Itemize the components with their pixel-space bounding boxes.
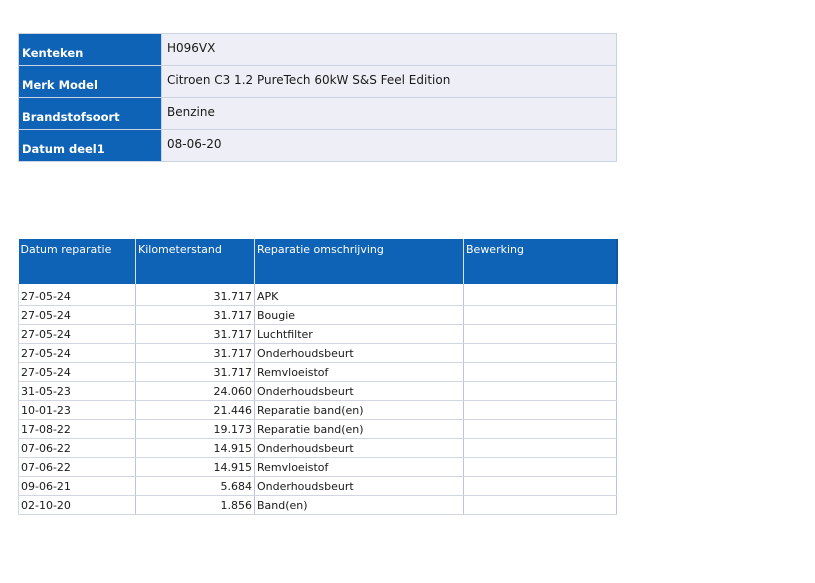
description-cell: Onderhoudsbeurt (255, 344, 464, 363)
date-cell: 27-05-24 (19, 344, 136, 363)
date-cell: 09-06-21 (19, 477, 136, 496)
bewerking-cell (464, 496, 617, 515)
km-cell: 31.717 (136, 284, 255, 306)
km-cell: 21.446 (136, 401, 255, 420)
bewerking-cell (464, 401, 617, 420)
table-row (19, 344, 617, 363)
vehicle-row-kenteken (19, 34, 617, 66)
repair-table-body (19, 284, 617, 515)
km-cell: 19.173 (136, 420, 255, 439)
date-cell: 02-10-20 (19, 496, 136, 515)
bewerking-cell (464, 477, 617, 496)
table-row (19, 306, 617, 325)
vehicle-row-datum-deel1 (19, 130, 617, 162)
date-cell: 27-05-24 (19, 284, 136, 306)
table-row (19, 284, 617, 306)
description-cell: Onderhoudsbeurt (255, 382, 464, 401)
column-header-omschrijving: Reparatie omschrijving (255, 239, 464, 284)
date-cell: 10-01-23 (19, 401, 136, 420)
vehicle-info-table (18, 33, 617, 162)
bewerking-cell (464, 363, 617, 382)
km-cell: 31.717 (136, 363, 255, 382)
description-cell: Onderhoudsbeurt (255, 477, 464, 496)
description-cell: Reparatie band(en) (255, 420, 464, 439)
km-cell: 14.915 (136, 458, 255, 477)
column-header-bewerking: Bewerking (464, 239, 617, 284)
column-header-kilometerstand: Kilometerstand (136, 239, 255, 284)
bewerking-cell (464, 325, 617, 344)
km-cell: 14.915 (136, 439, 255, 458)
brandstofsoort-value: Benzine (162, 98, 617, 130)
km-cell: 31.717 (136, 325, 255, 344)
description-cell: Reparatie band(en) (255, 401, 464, 420)
date-cell: 07-06-22 (19, 458, 136, 477)
table-row (19, 477, 617, 496)
table-row (19, 420, 617, 439)
bewerking-cell (464, 382, 617, 401)
repair-history-table (18, 239, 618, 515)
datum-deel1-label: Datum deel1 (19, 130, 162, 162)
bewerking-cell (464, 439, 617, 458)
date-cell: 17-08-22 (19, 420, 136, 439)
description-cell: Bougie (255, 306, 464, 325)
bewerking-cell (464, 458, 617, 477)
table-row (19, 458, 617, 477)
date-cell: 27-05-24 (19, 363, 136, 382)
km-cell: 1.856 (136, 496, 255, 515)
bewerking-cell (464, 420, 617, 439)
kenteken-value: H096VX (162, 34, 617, 66)
table-row (19, 496, 617, 515)
bewerking-cell (464, 284, 617, 306)
description-cell: Onderhoudsbeurt (255, 439, 464, 458)
description-cell: Luchtfilter (255, 325, 464, 344)
km-cell: 5.684 (136, 477, 255, 496)
table-row (19, 363, 617, 382)
description-cell: Band(en) (255, 496, 464, 515)
description-cell: Remvloeistof (255, 363, 464, 382)
table-row (19, 325, 617, 344)
km-cell: 24.060 (136, 382, 255, 401)
merk-model-label: Merk Model (19, 66, 162, 98)
description-cell: APK (255, 284, 464, 306)
date-cell: 27-05-24 (19, 325, 136, 344)
table-row (19, 382, 617, 401)
date-cell: 31-05-23 (19, 382, 136, 401)
description-cell: Remvloeistof (255, 458, 464, 477)
table-row (19, 439, 617, 458)
kenteken-label: Kenteken (19, 34, 162, 66)
merk-model-value: Citroen C3 1.2 PureTech 60kW S&S Feel Edition (162, 66, 617, 98)
date-cell: 27-05-24 (19, 306, 136, 325)
km-cell: 31.717 (136, 306, 255, 325)
column-header-datum: Datum reparatie (19, 239, 136, 284)
table-row (19, 401, 617, 420)
repair-header-row (19, 239, 617, 284)
date-cell: 07-06-22 (19, 439, 136, 458)
bewerking-cell (464, 306, 617, 325)
vehicle-row-brandstofsoort (19, 98, 617, 130)
brandstofsoort-label: Brandstofsoort (19, 98, 162, 130)
datum-deel1-value: 08-06-20 (162, 130, 617, 162)
vehicle-row-merk-model (19, 66, 617, 98)
bewerking-cell (464, 344, 617, 363)
km-cell: 31.717 (136, 344, 255, 363)
